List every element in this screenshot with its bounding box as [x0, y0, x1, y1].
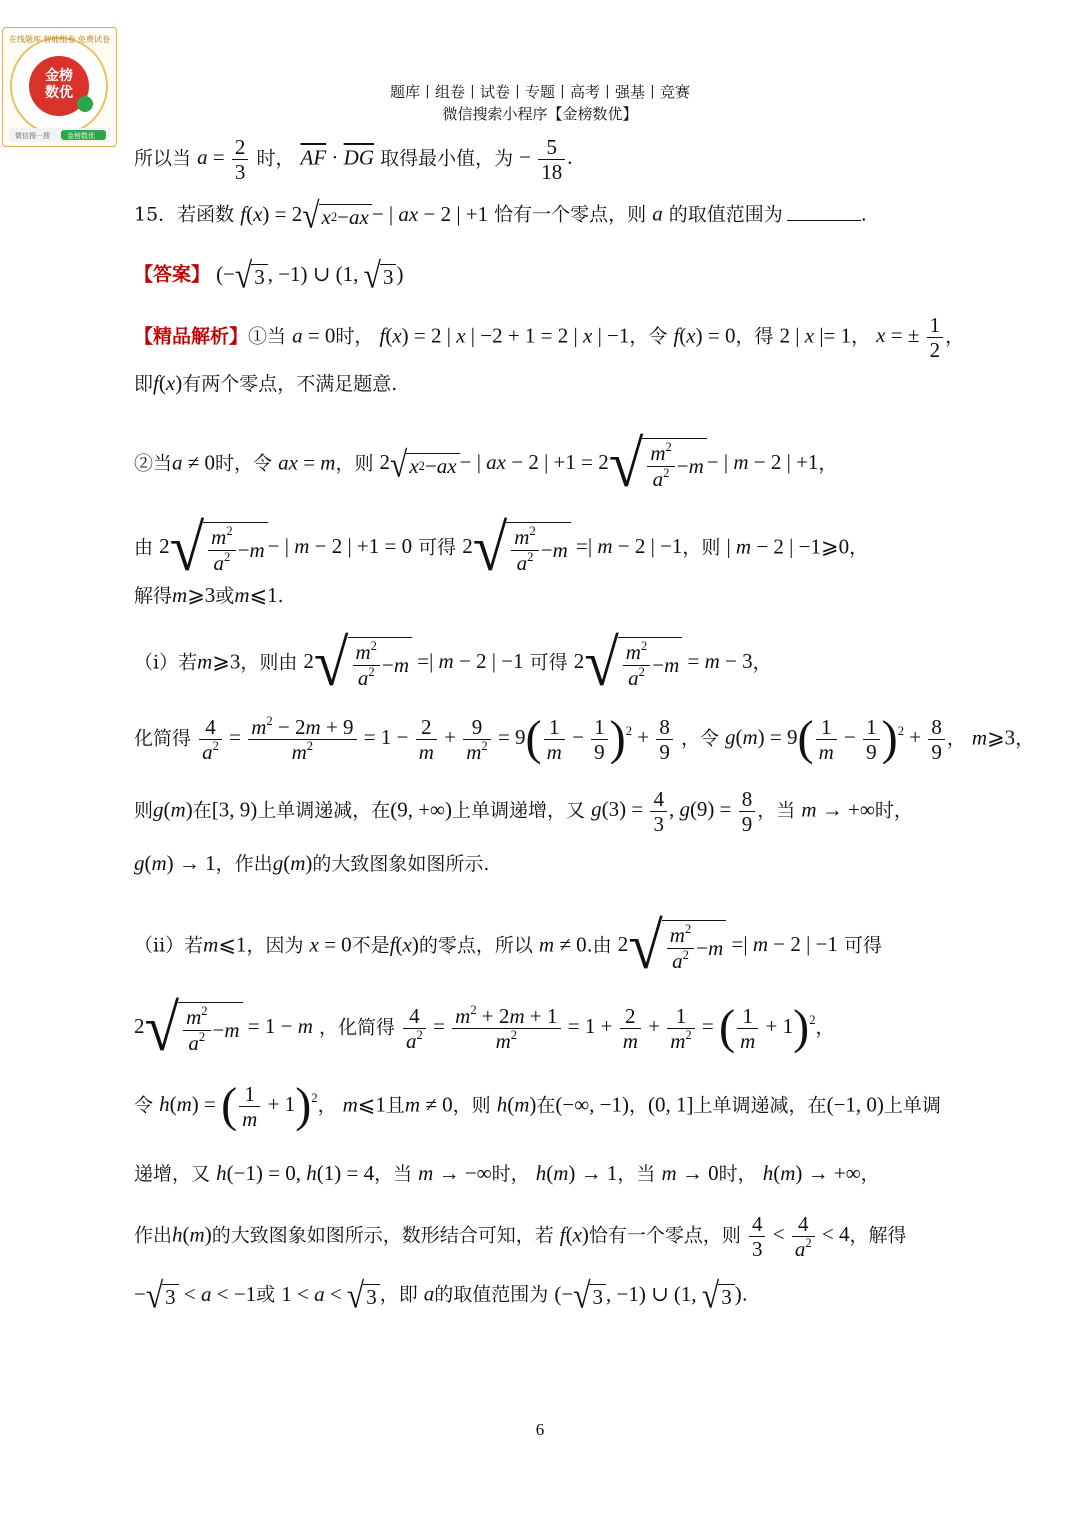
- logo-ring-text: 在线题库 智能组卷 免费试卷: [8, 35, 111, 44]
- header-subtitle: 微信搜索小程序【金榜数优】: [442, 105, 638, 123]
- case-i: （i）若m⩾3，则由 2 √ $\frac{m^2}{a^2}$ − m =| m − 2 | −1 可得 2 √ $\frac{m^2}{a^2}$ − m = m − 3，: [134, 626, 772, 700]
- analysis-step-2b: 由 2 √ $\frac{m^2}{a^2}$ − m − | m − 2 | +1 = 0 可得 2 √ $\frac{m^2}{a^2}$ − m =| m − 2 | −1，则 | m − 2 | −1⩾0，: [134, 511, 869, 585]
- analysis-step-2: ②当a ≠ 0时，令 ax = m，则 2 √ x 2 − ax − | ax − 2 | +1 = 2 √ $\frac{m^2}{a^2}$ − m − | m − 2 | +1，: [134, 427, 838, 501]
- header-nav: 题库丨组卷丨试卷丨专题丨高考丨强基丨竞赛: [389, 83, 690, 101]
- conclusion-1: 作出h(m)的大致图象如图所示，数形结合可知，若 f(x)恰有一个零点，则 $\frac{4}{3}$ < $\frac{4}{a^2}$ < 4，解得: [134, 1212, 907, 1262]
- case-ii-h: 令 h(m) = ( $\frac{1}{m}$ + 1)$^2$， m⩽1且m ≠ 0，则 h(m)在(−∞, −1)，(0, 1]上单调递减，在(−1, 0)上单调: [134, 1079, 941, 1133]
- page-number: 6: [535, 1420, 545, 1439]
- analysis-tag: 【精品解析】: [134, 325, 249, 348]
- logo-footer: 微信搜一搜: [15, 132, 50, 140]
- case-ii-monotonic: 递增，又 h(−1) = 0, h(1) = 4，当 m → −∞时， h(m) → 1，当 m → 0时， h(m) → +∞，: [134, 1161, 880, 1185]
- logo-center-line1: 金榜: [45, 68, 73, 84]
- case-ii-simplify: 2 √ $\frac{m^2}{a^2}$ − m = 1 − m ，化简得 $\frac{4}{a^2}$ = $\frac{m^2 + 2m + 1}{m^2}$ = 1 + $\frac{2}{m}$ + $\frac{1}{m^2}$ = ( $\frac{1}{m}$ + 1)$^2$，: [134, 991, 835, 1065]
- logo-search: 金榜数优: [67, 132, 95, 140]
- answer-blank: [787, 204, 861, 221]
- case-i-monotonic: 则g(m)在[3, 9)上单调递减，在(9, +∞)上单调递增，又 g(3) = $\frac{4}{3}$ , g(9) = $\frac{8}{9}$ ，当 m → +∞时，: [134, 787, 913, 837]
- answer-line: 【答案】 (− √ 3 , −1) ∪ (1, √ 3 ): [134, 255, 404, 296]
- analysis-step-1: 【精品解析】①当 a = 0时， f(x) = 2 | x | −2 + 1 = 2 | x | −1，令 f(x) = 0，得 2 | x |= 1， x = ± $\frac{1}{2}$ ，: [134, 313, 965, 363]
- case-ii: （ii）若m⩽1，因为 x = 0不是f(x)的零点，所以 m ≠ 0.由 2 √ $\frac{m^2}{a^2}$ − m =| m − 2 | −1 可得: [134, 909, 882, 983]
- line-min-value: 所以当 a = $\frac{2}{3}$ 时， $\overline{AF} \cdot \overline{DG}$ 取得最小值，为 − $\frac{5}{18}$ .: [134, 135, 573, 185]
- case-i-simplify: 化简得 $\frac{4}{a^2}$ = $\frac{m^2 - 2m + 9}{m^2}$ = 1 − $\frac{2}{m}$ + $\frac{9}{m^2}$ = 9( $\frac{1}{m}$ − $\frac{1}{9}$ )$^2$ + $\frac{8}{9}$ ，令 g(m) = 9( $\frac{1}{m}$ − $\frac{1}{9}$ )$^2$ + $\frac{8}{9}$ ， m⩾3，: [134, 712, 1035, 766]
- logo-center-line2: 数优: [45, 85, 73, 101]
- analysis-step-2c: 解得m⩾3或m⩽1.: [134, 583, 284, 607]
- answer-tag: 【答案】: [134, 263, 211, 286]
- case-i-limit: g(m) → 1，作出g(m)的大致图象如图所示.: [134, 851, 490, 875]
- question-15: 15．若函数 f(x) = 2 √ x 2 − ax − | ax − 2 | +1 恰有一个零点，则 a 的取值范围为 .: [134, 195, 867, 236]
- analysis-step-1b: 即f(x)有两个零点，不满足题意.: [134, 371, 398, 395]
- conclusion-2: − √ 3 < a < −1或 1 < a < √ 3 ，即 a的取值范围为 (− √ 3 , −1) ∪ (1, √ 3 ).: [134, 1275, 748, 1316]
